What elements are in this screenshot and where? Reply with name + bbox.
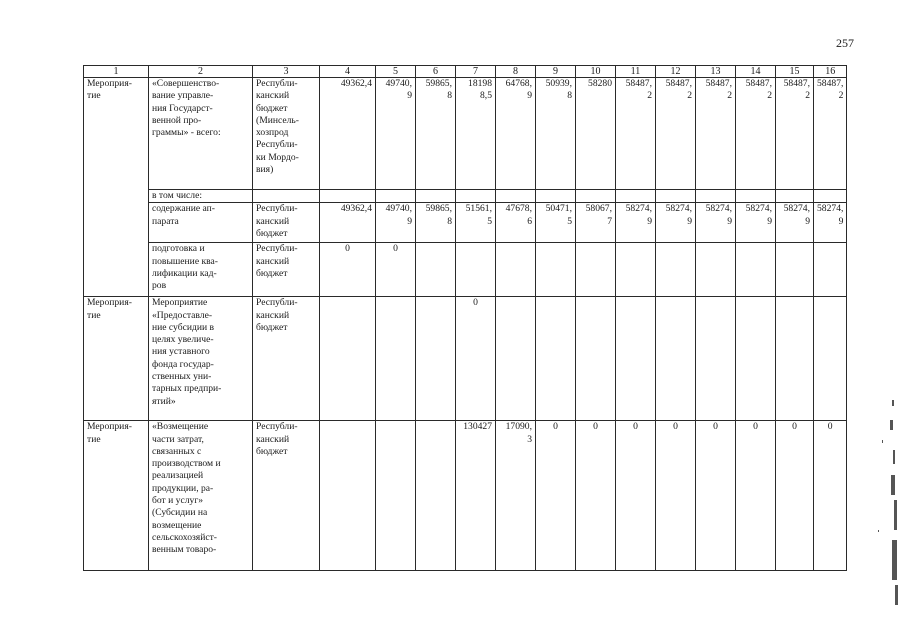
value-cell: 0 — [456, 297, 496, 421]
empty-cell — [496, 190, 536, 203]
value-cell: 58274, 9 — [656, 203, 696, 243]
value-cell: 58274, 9 — [776, 203, 814, 243]
value-cell — [536, 297, 576, 421]
value-cell: 58274, 9 — [616, 203, 656, 243]
row-type-cell: Мероприя- тие — [84, 297, 149, 421]
value-cell: 0 — [656, 421, 696, 571]
value-cell: 50939, 8 — [536, 78, 576, 190]
value-cell — [496, 297, 536, 421]
empty-cell — [253, 190, 320, 203]
value-cell — [576, 297, 616, 421]
value-cell: 49362,4 — [320, 78, 376, 190]
value-cell — [376, 297, 416, 421]
value-cell: 58274, 9 — [736, 203, 776, 243]
header-cell: 7 — [456, 66, 496, 78]
header-row — [84, 66, 847, 78]
header-cell: 1 — [84, 66, 149, 78]
row-source-cell: Республи- канский бюджет — [253, 421, 320, 571]
value-cell — [696, 243, 736, 297]
value-cell — [776, 297, 814, 421]
value-cell: 49362,4 — [320, 203, 376, 243]
header-cell: 14 — [736, 66, 776, 78]
value-cell: 0 — [536, 421, 576, 571]
header-cell: 9 — [536, 66, 576, 78]
value-cell: 17090, 3 — [496, 421, 536, 571]
value-cell: 58487, 2 — [656, 78, 696, 190]
empty-cell — [320, 190, 376, 203]
budget-table — [83, 65, 847, 571]
row-type-cell: Мероприя- тие — [84, 421, 149, 571]
value-cell — [320, 297, 376, 421]
value-cell: 58274, 9 — [696, 203, 736, 243]
empty-cell — [576, 190, 616, 203]
table-row — [84, 78, 847, 190]
value-cell — [814, 243, 847, 297]
row-name-cell: Мероприятие «Предоставле- ние субсидии в целях увеличе- ния уставного фонда государ- ственных уни- тарных предпри- ятий» — [149, 297, 253, 421]
row-source-cell: Республи- канский бюджет — [253, 243, 320, 297]
header-cell: 15 — [776, 66, 814, 78]
header-cell: 6 — [416, 66, 456, 78]
value-cell: 0 — [616, 421, 656, 571]
value-cell: 58067, 7 — [576, 203, 616, 243]
value-cell — [576, 243, 616, 297]
empty-cell — [376, 190, 416, 203]
value-cell: 0 — [320, 243, 376, 297]
empty-cell — [776, 190, 814, 203]
value-cell: 0 — [696, 421, 736, 571]
row-name-cell: в том числе: — [149, 190, 253, 203]
value-cell: 47678, 6 — [496, 203, 536, 243]
value-cell — [814, 297, 847, 421]
row-source-cell: Республи- канский бюджет — [253, 297, 320, 421]
value-cell — [736, 243, 776, 297]
value-cell: 0 — [376, 243, 416, 297]
value-cell: 49740, 9 — [376, 203, 416, 243]
row-source-cell: Республи- канский бюджет (Минсель- хозпрод Республи- ки Мордо- вия) — [253, 78, 320, 190]
value-cell — [496, 243, 536, 297]
value-cell — [736, 297, 776, 421]
value-cell: 0 — [776, 421, 814, 571]
empty-cell — [696, 190, 736, 203]
value-cell: 0 — [736, 421, 776, 571]
scan-artifact — [872, 380, 900, 610]
value-cell — [656, 297, 696, 421]
empty-cell — [536, 190, 576, 203]
table-row — [84, 243, 847, 297]
table-row — [84, 190, 847, 203]
value-cell — [376, 421, 416, 571]
table-row — [84, 203, 847, 243]
value-cell — [616, 243, 656, 297]
value-cell: 58487, 2 — [696, 78, 736, 190]
value-cell: 59865, 8 — [416, 78, 456, 190]
row-name-cell: «Возмещение части затрат, связанных с производством и реализацией продукции, ра- бот и услуг» (Субсидии на возмещение сельскохозяйст- венным товаро- — [149, 421, 253, 571]
value-cell: 18198 8,5 — [456, 78, 496, 190]
table-row — [84, 421, 847, 571]
value-cell: 130427 — [456, 421, 496, 571]
value-cell — [656, 243, 696, 297]
row-name-cell: подготовка и повышение ква- лификации кад- ров — [149, 243, 253, 297]
page-number: 257 — [836, 36, 854, 50]
empty-cell — [736, 190, 776, 203]
value-cell: 58487, 2 — [616, 78, 656, 190]
value-cell: 51561, 5 — [456, 203, 496, 243]
value-cell — [696, 297, 736, 421]
row-name-cell: содержание ап- парата — [149, 203, 253, 243]
value-cell: 64768, 9 — [496, 78, 536, 190]
value-cell: 50471, 5 — [536, 203, 576, 243]
value-cell: 59865, 8 — [416, 203, 456, 243]
header-cell: 4 — [320, 66, 376, 78]
header-cell: 10 — [576, 66, 616, 78]
value-cell — [776, 243, 814, 297]
value-cell — [320, 421, 376, 571]
value-cell: 49740, 9 — [376, 78, 416, 190]
value-cell: 58487, 2 — [776, 78, 814, 190]
row-type-cell: Мероприя- тие — [84, 78, 149, 297]
empty-cell — [416, 190, 456, 203]
empty-cell — [456, 190, 496, 203]
value-cell — [416, 421, 456, 571]
value-cell: 0 — [814, 421, 847, 571]
header-cell: 13 — [696, 66, 736, 78]
header-cell: 2 — [149, 66, 253, 78]
empty-cell — [814, 190, 847, 203]
value-cell: 58280 — [576, 78, 616, 190]
header-cell: 5 — [376, 66, 416, 78]
value-cell — [536, 243, 576, 297]
header-cell: 12 — [656, 66, 696, 78]
value-cell: 58487, 2 — [736, 78, 776, 190]
table-row — [84, 297, 847, 421]
header-cell: 3 — [253, 66, 320, 78]
value-cell: 58274, 9 — [814, 203, 847, 243]
header-cell: 11 — [616, 66, 656, 78]
empty-cell — [656, 190, 696, 203]
header-cell: 16 — [814, 66, 847, 78]
value-cell — [456, 243, 496, 297]
row-name-cell: «Совершенство- вание управле- ния Государст- венной про- граммы» - всего: — [149, 78, 253, 190]
value-cell: 58487, 2 — [814, 78, 847, 190]
value-cell — [416, 243, 456, 297]
header-cell: 8 — [496, 66, 536, 78]
value-cell: 0 — [576, 421, 616, 571]
value-cell — [616, 297, 656, 421]
empty-cell — [616, 190, 656, 203]
value-cell — [416, 297, 456, 421]
row-source-cell: Республи- канский бюджет — [253, 203, 320, 243]
